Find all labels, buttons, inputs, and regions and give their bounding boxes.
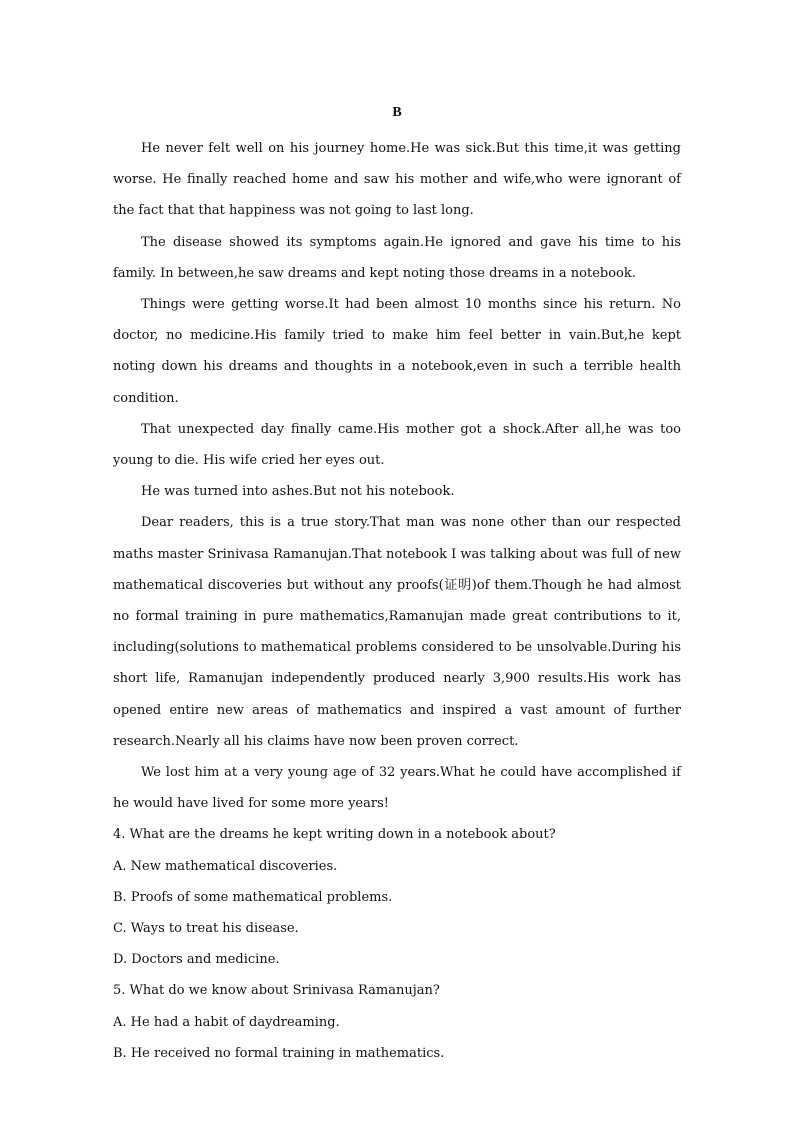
question-4-stem: 4. What are the dreams he kept writing down in a notebook about?: [113, 827, 556, 843]
paragraph-3: Things were getting worse.It had been almost 10 months since his return. No doctor, no medicine.His family tried to make him feel better in vain.But,he kept noting down his dreams and thoughts in a notebook,even in such a terrible health condition.: [113, 297, 681, 406]
question-4-option-a: A. New mathematical discoveries.: [113, 858, 338, 874]
passage-body: [113, 133, 681, 1069]
paragraph-7: We lost him at a very young age of 32 years.What he could have accomplished if he would have lived for some more years!: [113, 765, 681, 812]
question-4: [113, 819, 681, 975]
paragraph-2: The disease showed its symptoms again.He ignored and gave his time to his family. In between,he saw dreams and kept noting those dreams in a notebook.: [113, 234, 681, 281]
paragraph-4: That unexpected day finally came.His mother got a shock.After all,he was too young to die. His wife cried her eyes out.: [113, 421, 681, 469]
question-5-option-b: B. He received no formal training in mathematics.: [113, 1045, 445, 1061]
question-5-option-a: A. He had a habit of daydreaming.: [113, 1014, 340, 1030]
question-5-stem: 5. What do we know about Srinivasa Ramanujan?: [113, 983, 440, 999]
section-title: B: [392, 105, 402, 120]
paragraph-1: He never felt well on his journey home.He was sick.But this time,it was getting worse. He finally reached home and saw his mother and wife,who were ignorant of the fact that that happiness was not going to last long.: [113, 141, 681, 219]
question-4-option-b: B. Proofs of some mathematical problems.: [113, 889, 393, 905]
question-4-option-d: D. Doctors and medicine.: [113, 952, 280, 968]
paragraph-6: Dear readers, this is a true story.That man was none other than our respected maths master Srinivasa Ramanujan.That notebook I was talking about was full of new mathematical discoveries but without any proofs(证明)of them.Though he had almost no formal training in pure mathematics,Ramanujan made great contributions to it, including(solutions to mathematical problems considered to be unsolvable.During his short life, Ramanujan independently produced nearly 3,900 results.His work has opened entire new areas of mathematics and inspired a vast amount of further research.Nearly all his claims have now been proven correct.: [113, 515, 681, 749]
paragraph-5: He was turned into ashes.But not his notebook.: [141, 484, 455, 500]
question-5: [113, 975, 681, 1069]
question-4-option-c: C. Ways to treat his disease.: [113, 921, 299, 937]
